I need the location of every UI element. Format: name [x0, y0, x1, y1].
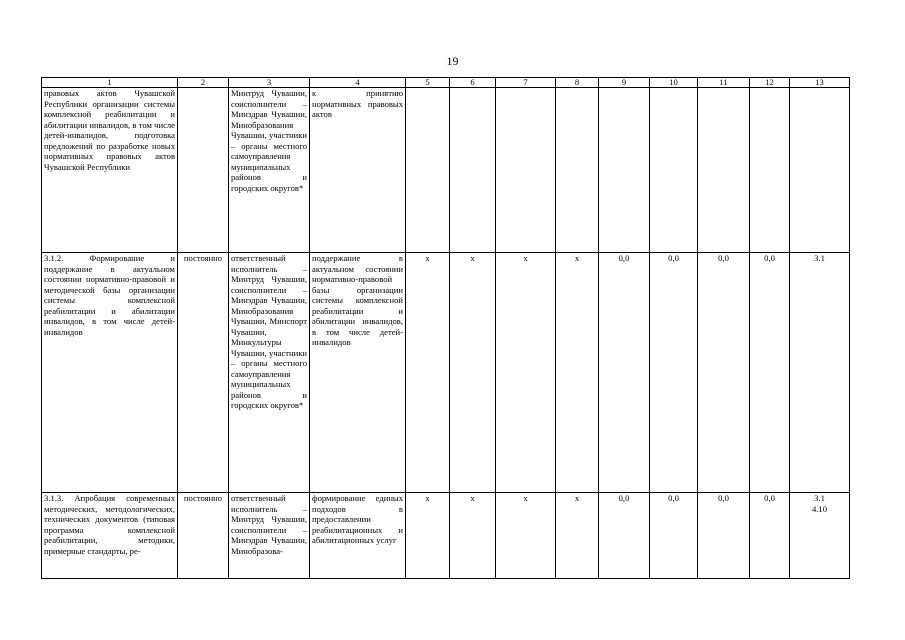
expected-result: к принятию нормативных правовых актов: [310, 88, 406, 253]
activity-name: 3.1.2. Формирование и поддержание в актуальном состоянии нормативно-правовой и методической базы организации системы комплексной реабилитации и абилитации инвалидов, в том числе детей-инвалидов: [42, 253, 178, 493]
indicator-ref: 3.1 4.10: [790, 493, 850, 579]
table-header-row: [42, 78, 850, 88]
column-number: 12: [750, 78, 790, 88]
table-cell: х: [406, 253, 450, 493]
responsible-executor: ответственный исполнитель – Минтруд Чувашии, соисполнители – Минздрав Чувашии, Минобразова-: [229, 493, 310, 579]
column-number: 8: [556, 78, 599, 88]
activity-name: 3.1.3. Апробация современных методических, методологических, технических документов (типовая программа комплексной реабилитации, методики, примерные стандарты, ре-: [42, 493, 178, 579]
table-cell: х: [450, 493, 496, 579]
table-cell: [450, 88, 496, 253]
column-number: 13: [790, 78, 850, 88]
table-cell: [599, 88, 650, 253]
column-number: 5: [406, 78, 450, 88]
responsible-executor: Минтруд Чувашии, соисполнители – Минздрав Чувашии, Минобразования Чувашии, участники – органы местного самоуправления муниципальных районов и городских округов*: [229, 88, 310, 253]
column-number: 3: [229, 78, 310, 88]
column-number: 10: [650, 78, 698, 88]
column-number: 9: [599, 78, 650, 88]
indicator-ref: [790, 88, 850, 253]
table-cell: х: [556, 253, 599, 493]
column-number: 1: [42, 78, 178, 88]
page-number: 19: [446, 54, 459, 68]
table-cell: [496, 88, 556, 253]
column-number: 7: [496, 78, 556, 88]
column-number: 11: [698, 78, 750, 88]
expected-result: формирование единых подходов в предоставлении реабилитационных и абилитационных услуг: [310, 493, 406, 579]
column-number: 4: [310, 78, 406, 88]
table-cell: 0,0: [698, 253, 750, 493]
column-number: 2: [178, 78, 229, 88]
table-row: [42, 88, 850, 253]
table-cell: 0,0: [750, 493, 790, 579]
table-row: [42, 253, 850, 493]
deadline: постоянно: [178, 493, 229, 579]
table-cell: 0,0: [599, 253, 650, 493]
table-cell: [650, 88, 698, 253]
table-cell: [750, 88, 790, 253]
table-cell: х: [496, 253, 556, 493]
indicator-ref: 3.1: [790, 253, 850, 493]
table-row: [42, 493, 850, 579]
responsible-executor: ответственный исполнитель – Минтруд Чувашии, соисполнители – Минздрав Чувашии, Минобразования Чувашии, Минспорт Чувашии, Минкультуры Чувашии, участники – органы местного самоуправления муниципальных районов и городских округов*: [229, 253, 310, 493]
table-cell: х: [406, 493, 450, 579]
table-cell: [406, 88, 450, 253]
expected-result: поддержание в актуальном состоянии нормативно-правовой базы организации системы комплексной реабилитации и абилитации инвалидов, в том числе детей-инвалидов: [310, 253, 406, 493]
table-cell: 0,0: [599, 493, 650, 579]
column-number: 6: [450, 78, 496, 88]
deadline: постоянно: [178, 253, 229, 493]
table-cell: [698, 88, 750, 253]
table-cell: 0,0: [650, 493, 698, 579]
table-cell: х: [556, 493, 599, 579]
table-cell: 0,0: [750, 253, 790, 493]
program-table: [41, 77, 850, 579]
activity-name: правовых актов Чувашской Республики организации системы комплексной реабилитации и абилитации инвалидов, в том числе детей-инвалидов, подготовка предложений по разработке новых нормативных правовых актов Чувашской Республики: [42, 88, 178, 253]
table-cell: 0,0: [698, 493, 750, 579]
table-cell: 0,0: [650, 253, 698, 493]
table-cell: х: [450, 253, 496, 493]
table-cell: х: [496, 493, 556, 579]
deadline: [178, 88, 229, 253]
table-cell: [556, 88, 599, 253]
